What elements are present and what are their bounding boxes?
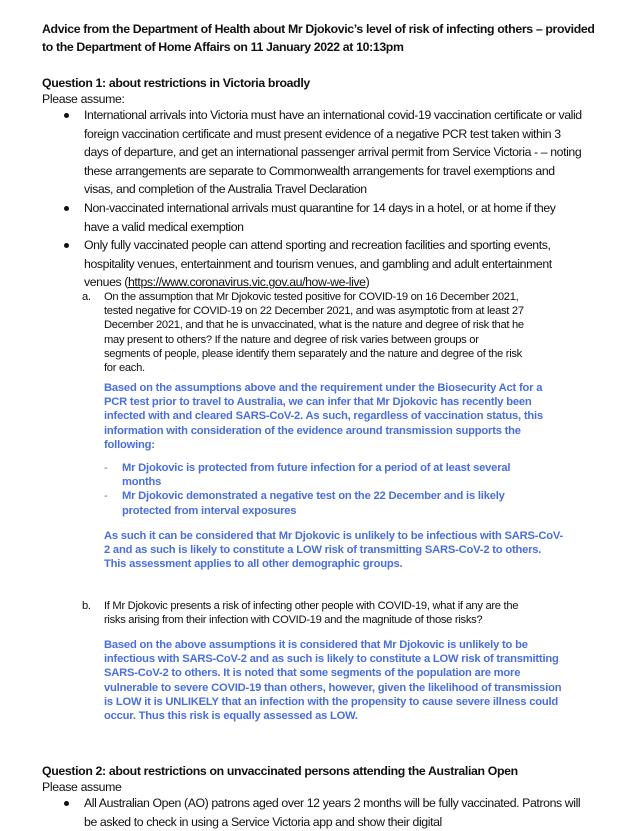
question-2-heading: Question 2: about restrictions on unvaccinated persons attending the Australian Open: [42, 764, 518, 778]
question-2-intro: Please assume: [42, 780, 122, 794]
bullet-text: International arrivals into Victoria must have an international covid-19 vaccination certificate or valid foreign vaccination certificate and must present evidence of a negative PCR test taken within 3 days of departure, and get an international passenger arrival permit from Service Victoria - – noting these arrangements are separate to Commonwealth arrangements for travel exemptions and visas, and completion of the Australia Travel Declaration: [84, 108, 582, 197]
question-2-bullet-list: [42, 794, 582, 831]
list-item: [104, 461, 544, 489]
answer-a-intro: Based on the assumptions above and the requirement under the Biosecurity Act for a PCR test prior to travel to Australia, we can infer that Mr Djokovic has recently been infected with and cleared SARS-CoV-2. As such, regardless of vaccination status, this information with consideration of the evidence around transmission supports the following:: [104, 382, 543, 451]
sub-question-b: [82, 599, 524, 627]
answer-point-text: Mr Djokovic demonstrated a negative test on the 22 December and is likely protected from interval exposures: [122, 490, 505, 517]
answer-a-points: [104, 461, 544, 518]
list-item: [104, 489, 544, 517]
coronavirus-vic-link[interactable]: https://www.coronavirus.vic.gov.au/how-we-live: [127, 275, 366, 290]
bullet-icon: [64, 206, 69, 211]
list-item: [42, 106, 582, 199]
bullet-text: Only fully vaccinated people can attend sporting and recreation facilities and sporting events, hospitality venues, entertainment and tourism venues, and gambling and adult entertainment venues (: [84, 238, 552, 290]
list-item: [42, 199, 582, 236]
list-item: [42, 236, 582, 292]
bullet-text-close: ): [365, 275, 370, 290]
dash-icon: -: [104, 490, 108, 503]
list-item: [42, 794, 582, 831]
document-title: Advice from the Department of Health about Mr Djokovic’s level of risk of infecting others – provided to the Department of Home Affairs on 11 January 2022 at 10:13pm: [42, 22, 595, 54]
sub-question-marker: a.: [82, 291, 91, 303]
sub-question-marker: b.: [82, 600, 91, 612]
question-1-bullet-list: [42, 106, 582, 292]
bullet-icon: [64, 113, 69, 118]
bullet-icon: [64, 801, 69, 806]
sub-question-text: If Mr Djokovic presents a risk of infecting other people with COVID-19, what if any are the risks arising from their infection with COVID-19 and the magnitude of those risks?: [104, 600, 519, 627]
answer-a-conclusion: As such it can be considered that Mr Djokovic is unlikely to be infectious with SARS-CoV-2 and as such is likely to constitute a LOW risk of transmitting SARS-CoV-2 to others. This assessment applies to all other demographic groups.: [104, 530, 563, 571]
question-1-intro: Please assume:: [42, 92, 125, 106]
bullet-text: All Australian Open (AO) patrons aged over 12 years 2 months will be fully vaccinated. Patrons will be asked to check in using a Service Victoria app and show their digital: [84, 796, 581, 829]
sub-question-text: On the assumption that Mr Djokovic tested positive for COVID-19 on 16 December 2021, tested negative for COVID-19 on 22 December 2021, and was asymptotic from at least 27 December 2021, and that he is unvaccinated, what is the nature and degree of risk that he may present to others? If the nature and degree of risk varies between groups or segments of people, please identify them separately and the nature and degree of the risk for each.: [104, 291, 524, 375]
question-1-heading: Question 1: about restrictions in Victoria broadly: [42, 76, 310, 90]
sub-question-a: [82, 290, 524, 375]
dash-icon: -: [104, 462, 108, 474]
answer-b: Based on the above assumptions it is considered that Mr Djokovic is unlikely to be infectious with SARS-CoV-2 and as such is likely to constitute a LOW risk of transmitting SARS-CoV-2 to others. It is noted that some segments of the population are more vulnerable to severe COVID-19 than others, however, given the likelihood of transmission is LOW it is UNLIKELY that an infection with the propensity to cause severe illness could occur. Thus this risk is equally assessed as LOW.: [104, 639, 562, 723]
bullet-icon: [64, 243, 69, 248]
bullet-text: Non-vaccinated international arrivals must quarantine for 14 days in a hotel, or at home if they have a valid medical exemption: [84, 200, 556, 234]
answer-point-text: Mr Djokovic is protected from future infection for a period of at least several months: [122, 462, 511, 489]
